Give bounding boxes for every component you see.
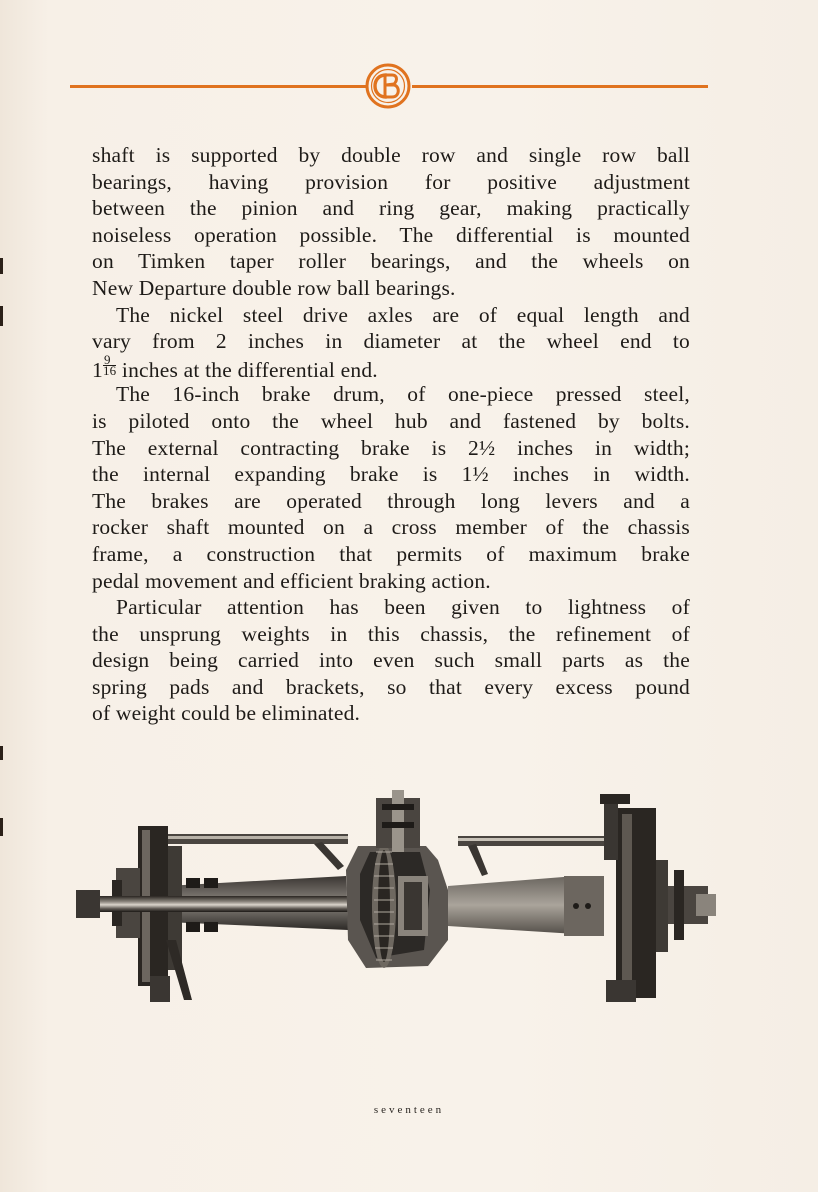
body-text bbox=[92, 142, 690, 727]
page-number: seventeen bbox=[373, 1104, 445, 1116]
text-line: pedal movement and efficient braking action. bbox=[92, 568, 491, 593]
text-line: the internal expanding brake is 1½ inches in width. bbox=[92, 462, 690, 487]
text-line: The 16-inch brake drum, of one-piece pressed steel, bbox=[116, 382, 690, 407]
text-line: on Timken taper roller bearings, and the wheels on bbox=[92, 249, 690, 274]
text-line: frame, a construction that permits of maximum brake bbox=[92, 541, 690, 566]
margin-mark bbox=[0, 746, 3, 760]
text-line: shaft is supported by double row and single row ball bbox=[92, 143, 690, 167]
margin-mark bbox=[0, 818, 3, 836]
fraction-numerator: 9 bbox=[103, 355, 116, 366]
fraction-whole: 1 bbox=[92, 357, 103, 382]
header-rule-left bbox=[70, 85, 366, 88]
fraction-denominator: 16 bbox=[102, 362, 117, 378]
text-line: Particular attention has been given to lightness of bbox=[116, 595, 690, 620]
text-line: The brakes are operated through long levers and a bbox=[92, 488, 690, 513]
text-line: rocker shaft mounted on a cross member of the chassis bbox=[92, 515, 690, 540]
text-line: bearings, having provision for positive adjustment bbox=[92, 169, 690, 194]
header-rule-right bbox=[412, 85, 708, 88]
text-line: The nickel steel drive axles are of equal length and bbox=[116, 302, 690, 327]
text-line: is piloted onto the wheel hub and fastened by bolts. bbox=[92, 408, 690, 433]
margin-mark bbox=[0, 306, 3, 326]
text-line: the unsprung weights in this chassis, the refinement of bbox=[92, 621, 690, 646]
text-line: between the pinion and ring gear, making practically bbox=[92, 196, 690, 221]
text-line: noiseless operation possible. The differential is mounted bbox=[92, 222, 690, 247]
margin-mark bbox=[0, 258, 3, 274]
text-line: spring pads and brackets, so that every excess pound bbox=[92, 674, 690, 699]
fraction-line-rest: inches at the differential end. bbox=[116, 357, 378, 382]
text-line: of weight could be eliminated. bbox=[92, 701, 361, 726]
rear-axle-cutaway-illustration bbox=[76, 790, 718, 1010]
text-line: New Departure double row ball bearings. bbox=[92, 275, 456, 300]
cb-monogram-icon bbox=[364, 62, 412, 110]
text-line: The external contracting brake is 2½ inches in width; bbox=[92, 435, 690, 460]
fraction bbox=[102, 351, 117, 378]
text-line: vary from 2 inches in diameter at the wheel end to bbox=[92, 329, 690, 354]
fraction-line bbox=[92, 351, 690, 382]
text-line: design being carried into even such small parts as the bbox=[92, 648, 690, 673]
